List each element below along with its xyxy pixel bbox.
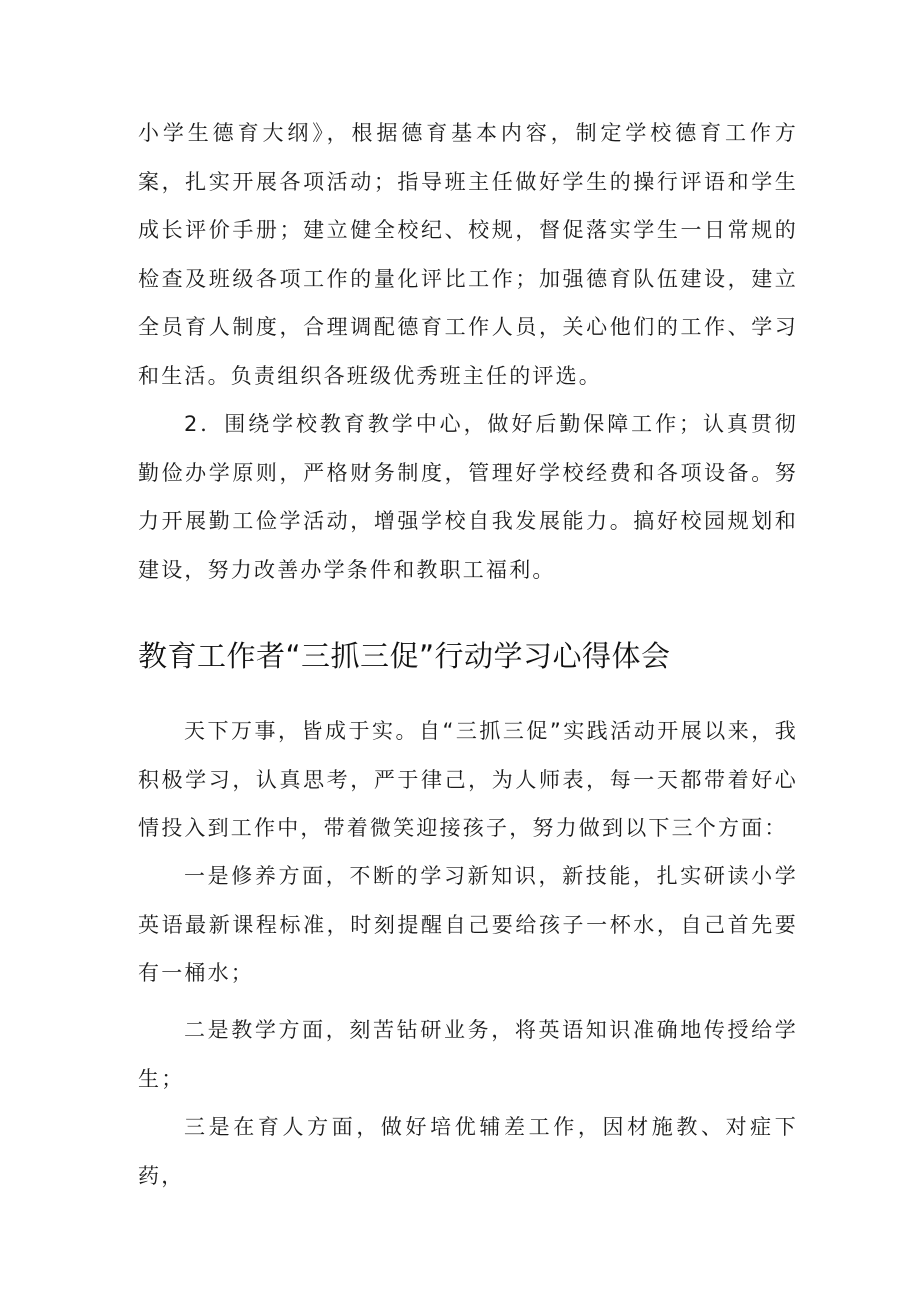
paragraph-teaching: 二是教学方面，刻苦钻研业务，将英语知识准确地传授给学生； [138, 1018, 798, 1091]
paragraph-intro: 天下万事，皆成于实。自“三抓三促”实践活动开展以来，我积极学习，认真思考，严于律己，为人师表，每一天都带着好心情投入到工作中，带着微笑迎接孩子，努力做到以下三个方面： [138, 719, 798, 840]
article-title: 教育工作者“三抓三促”行动学习心得体会 [138, 639, 671, 673]
paragraph-cultivation: 一是修养方面，不断的学习新知识，新技能，扎实研读小学英语最新课程标准，时刻提醒自己要给孩子一杯水，自己首先要有一桶水； [138, 864, 798, 985]
paragraph-education: 三是在育人方面，做好培优辅差工作，因材施教、对症下药， [138, 1115, 798, 1188]
paragraph-moral-education: 小学生德育大纲》，根据德育基本内容，制定学校德育工作方案，扎实开展各项活动；指导班主任做好学生的操行评语和学生成长评价手册；建立健全校纪、校规，督促落实学生一日常规的检查及班级各项工作的量化评比工作；加强德育队伍建设，建立全员育人制度，合理调配德育工作人员，关心他们的工作、学习和生活。负责组织各班级优秀班主任的评选。 [138, 121, 798, 388]
paragraph-logistics: 2．围绕学校教育教学中心，做好后勤保障工作；认真贯彻勤俭办学原则，严格财务制度，管理好学校经费和各项设备。努力开展勤工俭学活动，增强学校自我发展能力。搞好校园规划和建设，努力改善办学条件和教职工福利。 [138, 412, 798, 582]
